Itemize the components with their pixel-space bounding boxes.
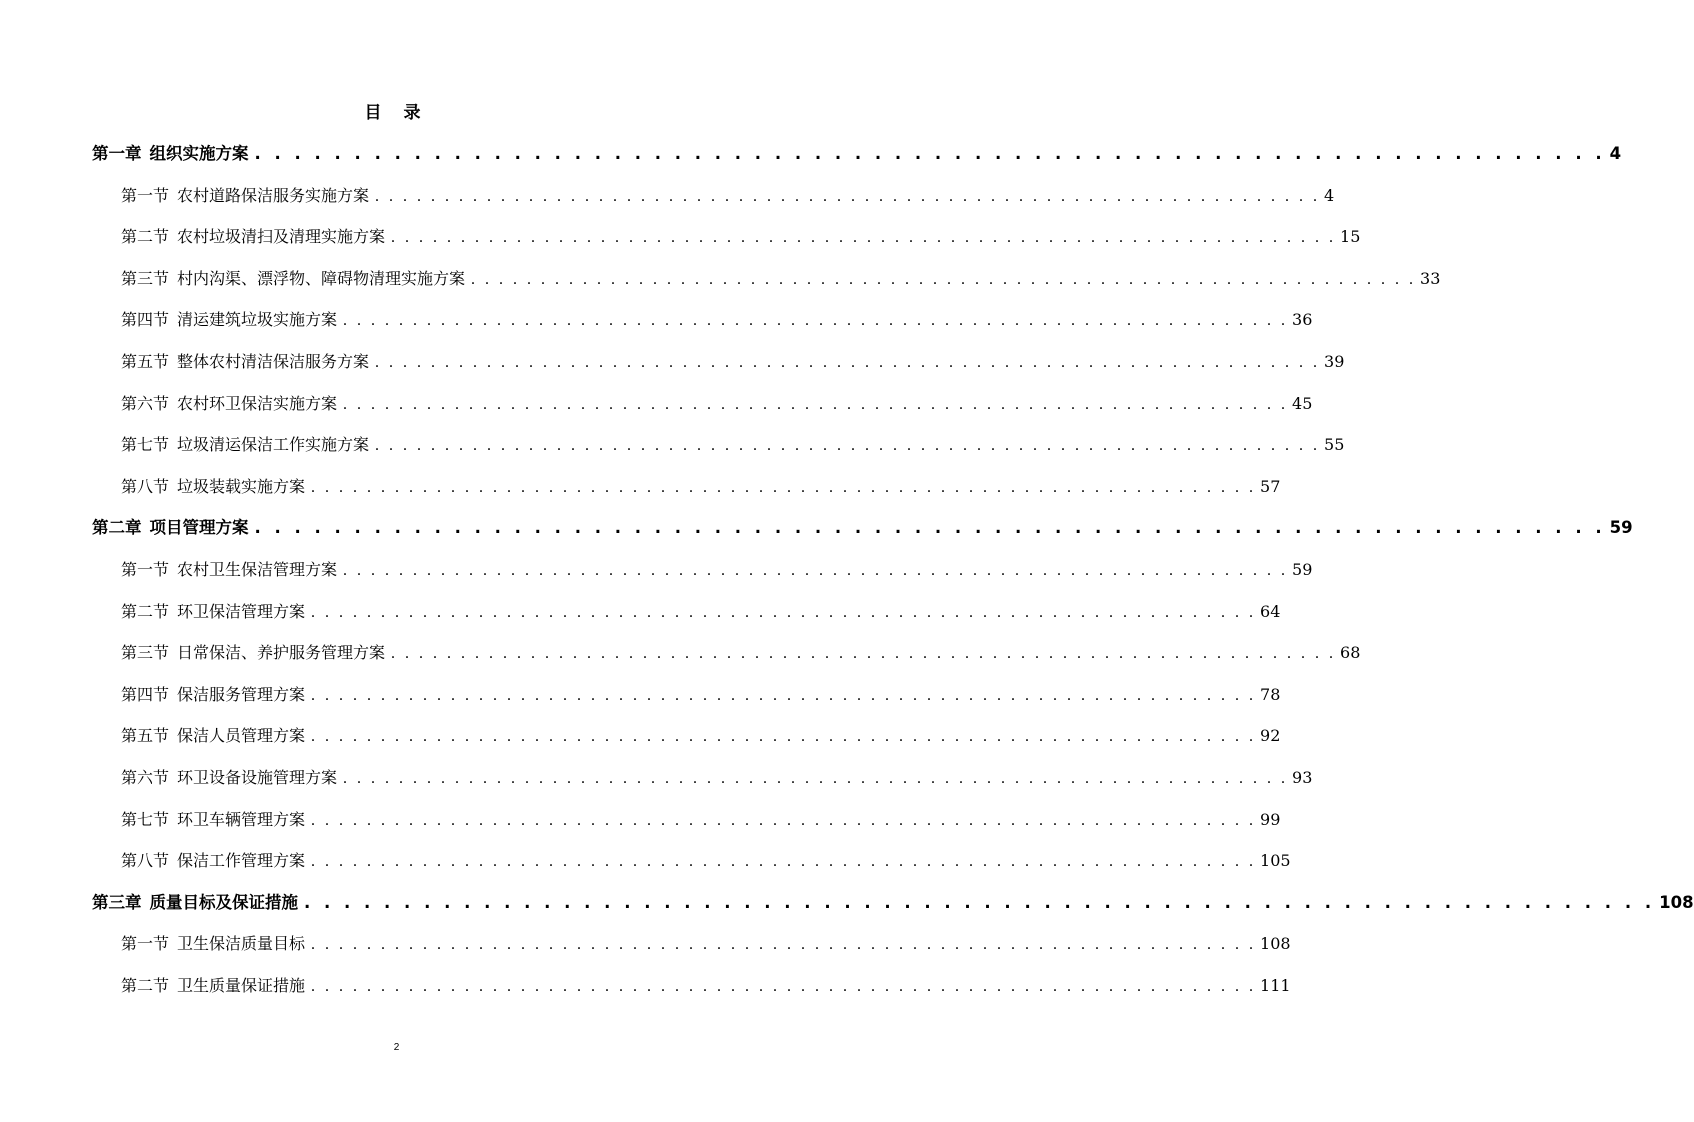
- toc-entry-label: [92, 889, 298, 917]
- toc-entry-page: 78: [1260, 685, 1281, 704]
- dot-leader: . . . . . . . . . . . . . . . . . . . . . . . . . . . . . . . . . . . . . . . . . . . . . . . . . . . . . . . . . . . . . . . . . . . .: [311, 479, 1257, 496]
- toc-entry-label: [121, 639, 385, 667]
- toc-section-entry[interactable]: [121, 473, 1281, 501]
- toc-chapter-entry[interactable]: [92, 140, 1622, 168]
- toc-entry-number: 第二节: [121, 976, 170, 995]
- toc-entry-page: 45: [1292, 394, 1313, 413]
- toc-entry-label: [121, 182, 369, 210]
- toc-section-entry[interactable]: [121, 390, 1313, 418]
- toc-entry-page: 108: [1659, 893, 1694, 912]
- dot-leader: . . . . . . . . . . . . . . . . . . . . . . . . . . . . . . . . . . . . . . . . . . . . . . . . . . . . . . . . . . . . . . . . . . . .: [471, 271, 1417, 288]
- dot-leader: . . . . . . . . . . . . . . . . . . . . . . . . . . . . . . . . . . . . . . . . . . . . . . . . . . . . . . . . . . . . . . . . . . . .: [343, 312, 1289, 329]
- dot-leader: . . . . . . . . . . . . . . . . . . . . . . . . . . . . . . . . . . . . . . . . . . . . . . . . . . . . . . . . . . . . . . . . . . . .: [343, 770, 1289, 787]
- dot-leader: . . . . . . . . . . . . . . . . . . . . . . . . . . . . . . . . . . . . . . . . . . . . . . . . . . . . . . . . . . . . . . . . . . . .: [343, 396, 1289, 413]
- toc-entry-label: [121, 223, 385, 251]
- toc-entry-label: [121, 681, 305, 709]
- toc-entry-number: 第八节: [121, 477, 170, 496]
- toc-section-entry[interactable]: [121, 431, 1345, 459]
- toc-entry-page: 39: [1324, 352, 1345, 371]
- toc-entry-label: [121, 431, 369, 459]
- toc-entry-number: 第三章: [92, 893, 142, 912]
- toc-entry-page: 33: [1420, 269, 1441, 288]
- toc-entry-number: 第六节: [121, 768, 170, 787]
- toc-entry-label: [121, 348, 369, 376]
- toc-section-entry[interactable]: [121, 681, 1281, 709]
- toc-entry-text: 质量目标及保证措施: [149, 893, 298, 912]
- toc-entry-text: 环卫保洁管理方案: [177, 602, 306, 621]
- toc-section-entry[interactable]: [121, 972, 1291, 1000]
- toc-entry-page: 55: [1324, 435, 1345, 454]
- toc-section-entry[interactable]: [121, 306, 1313, 334]
- toc-entry-text: 环卫车辆管理方案: [177, 810, 306, 829]
- toc-section-entry[interactable]: [121, 764, 1313, 792]
- toc-entry-text: 日常保洁、养护服务管理方案: [177, 643, 386, 662]
- toc-entry-page: 93: [1292, 768, 1313, 787]
- toc-section-entry[interactable]: [121, 639, 1361, 667]
- toc-entry-page: 64: [1260, 602, 1281, 621]
- toc-entry-text: 垃圾清运保洁工作实施方案: [177, 435, 370, 454]
- toc-entry-page: 15: [1340, 227, 1361, 246]
- toc-entry-text: 垃圾装载实施方案: [177, 477, 306, 496]
- toc-entry-page: 4: [1609, 144, 1622, 163]
- toc-entry-number: 第一节: [121, 186, 170, 205]
- toc-entry-page: 59: [1292, 560, 1313, 579]
- toc-entry-label: [92, 140, 249, 168]
- toc-entry-label: [121, 556, 337, 584]
- toc-entry-number: 第五节: [121, 726, 170, 745]
- toc-chapter-entry[interactable]: [92, 889, 1694, 917]
- dot-leader: . . . . . . . . . . . . . . . . . . . . . . . . . . . . . . . . . . . . . . . . . . . . . . . . . . . . . . . . . . . . . . . . . . . .: [311, 728, 1257, 745]
- toc-entry-label: [121, 764, 337, 792]
- dot-leader: . . . . . . . . . . . . . . . . . . . . . . . . . . . . . . . . . . . . . . . . . . . . . . . . . . . . . . . . . . . . . . . . . . . .: [311, 936, 1257, 953]
- toc-entry-text: 农村道路保洁服务实施方案: [177, 186, 370, 205]
- dot-leader: . . . . . . . . . . . . . . . . . . . . . . . . . . . . . . . . . . . . . . . . . . . . . . . . . . . . . . . . . . . . . . . . . . . .: [311, 604, 1257, 621]
- toc-entry-text: 卫生质量保证措施: [177, 976, 306, 995]
- page-number: 2: [393, 1042, 400, 1053]
- toc-entry-page: 68: [1340, 643, 1361, 662]
- toc-entry-page: 111: [1260, 976, 1291, 995]
- toc-chapter-entry[interactable]: [92, 514, 1633, 542]
- toc-entry-text: 环卫设备设施管理方案: [177, 768, 338, 787]
- toc-entry-number: 第二节: [121, 602, 170, 621]
- dot-leader: . . . . . . . . . . . . . . . . . . . . . . . . . . . . . . . . . . . . . . . . . . . . . . . . . . . . . . . . . . . . . . . . . . . .: [375, 188, 1321, 205]
- toc-entry-label: [121, 972, 305, 1000]
- toc-section-entry[interactable]: [121, 182, 1335, 210]
- dot-leader: . . . . . . . . . . . . . . . . . . . . . . . . . . . . . . . . . . . . . . . . . . . . . . . . . . . . . . . . . . . . . . . . . . . .: [343, 562, 1289, 579]
- toc-entry-number: 第二章: [92, 518, 142, 537]
- toc-entry-text: 保洁服务管理方案: [177, 685, 306, 704]
- toc-entry-number: 第一节: [121, 934, 170, 953]
- toc-entry-page: 36: [1292, 310, 1313, 329]
- toc-entry-number: 第七节: [121, 810, 170, 829]
- toc-entry-text: 卫生保洁质量目标: [177, 934, 306, 953]
- toc-entry-label: [121, 598, 305, 626]
- dot-leader: . . . . . . . . . . . . . . . . . . . . . . . . . . . . . . . . . . . . . . . . . . . . . . . . . . . . . . . . . . . . . . . . . . . .: [375, 437, 1321, 454]
- toc-entry-number: 第二节: [121, 227, 170, 246]
- toc-entry-page: 59: [1609, 518, 1633, 537]
- toc-section-entry[interactable]: [121, 348, 1345, 376]
- toc-entry-text: 农村环卫保洁实施方案: [177, 394, 338, 413]
- toc-entry-label: [121, 265, 465, 293]
- toc-entry-page: 4: [1324, 186, 1335, 205]
- toc-section-entry[interactable]: [121, 598, 1281, 626]
- toc-entry-page: 108: [1260, 934, 1291, 953]
- toc-entry-number: 第一节: [121, 560, 170, 579]
- dot-leader: . . . . . . . . . . . . . . . . . . . . . . . . . . . . . . . . . . . . . . . . . . . . . . . . . . . . . . . . . . . . . . . . . . . .: [391, 645, 1337, 662]
- toc-entry-number: 第三节: [121, 269, 170, 288]
- dot-leader: . . . . . . . . . . . . . . . . . . . . . . . . . . . . . . . . . . . . . . . . . . . . . . . . . . . . . . . . . . . . . . . . . . . .: [311, 978, 1257, 995]
- toc-section-entry[interactable]: [121, 722, 1281, 750]
- toc-entry-label: [121, 473, 305, 501]
- toc-section-entry[interactable]: [121, 930, 1291, 958]
- toc-section-entry[interactable]: [121, 806, 1281, 834]
- toc-entry-label: [92, 514, 249, 542]
- toc-entry-text: 清运建筑垃圾实施方案: [177, 310, 338, 329]
- dot-leader: . . . . . . . . . . . . . . . . . . . . . . . . . . . . . . . . . . . . . . . . . . . . . . . . . . . . . . . . . . . . . . . . . . . .: [254, 144, 1606, 163]
- toc-entry-text: 保洁工作管理方案: [177, 851, 306, 870]
- dot-leader: . . . . . . . . . . . . . . . . . . . . . . . . . . . . . . . . . . . . . . . . . . . . . . . . . . . . . . . . . . . . . . . . . . . .: [311, 853, 1257, 870]
- toc-section-entry[interactable]: [121, 556, 1313, 584]
- toc-entry-number: 第三节: [121, 643, 170, 662]
- toc-entry-text: 组织实施方案: [149, 144, 249, 163]
- toc-entry-page: 105: [1260, 851, 1291, 870]
- toc-entry-number: 第四节: [121, 685, 170, 704]
- toc-entry-label: [121, 806, 305, 834]
- toc-entry-text: 保洁人员管理方案: [177, 726, 306, 745]
- toc-entry-label: [121, 722, 305, 750]
- dot-leader: . . . . . . . . . . . . . . . . . . . . . . . . . . . . . . . . . . . . . . . . . . . . . . . . . . . . . . . . . . . . . . . . . . . .: [391, 229, 1337, 246]
- dot-leader: . . . . . . . . . . . . . . . . . . . . . . . . . . . . . . . . . . . . . . . . . . . . . . . . . . . . . . . . . . . . . . . . . . . .: [311, 812, 1257, 829]
- toc-entry-number: 第八节: [121, 851, 170, 870]
- toc-entry-label: [121, 390, 337, 418]
- toc-entry-number: 第七节: [121, 435, 170, 454]
- dot-leader: . . . . . . . . . . . . . . . . . . . . . . . . . . . . . . . . . . . . . . . . . . . . . . . . . . . . . . . . . . . . . . . . . . . .: [254, 518, 1606, 537]
- toc-entry-page: 99: [1260, 810, 1281, 829]
- toc-entry-label: [121, 930, 305, 958]
- toc-entry-text: 项目管理方案: [149, 518, 249, 537]
- dot-leader: . . . . . . . . . . . . . . . . . . . . . . . . . . . . . . . . . . . . . . . . . . . . . . . . . . . . . . . . . . . . . . . . . . . .: [304, 893, 1656, 912]
- toc-entry-page: 92: [1260, 726, 1281, 745]
- toc-entry-label: [121, 847, 305, 875]
- toc-entry-text: 整体农村清洁保洁服务方案: [177, 352, 370, 371]
- toc-section-entry[interactable]: [121, 265, 1441, 293]
- toc-entry-label: [121, 306, 337, 334]
- toc-section-entry[interactable]: [121, 847, 1291, 875]
- dot-leader: . . . . . . . . . . . . . . . . . . . . . . . . . . . . . . . . . . . . . . . . . . . . . . . . . . . . . . . . . . . . . . . . . . . .: [311, 687, 1257, 704]
- toc-entry-text: 村内沟渠、漂浮物、障碍物清理实施方案: [177, 269, 466, 288]
- toc-entry-number: 第一章: [92, 144, 142, 163]
- toc-entry-text: 农村卫生保洁管理方案: [177, 560, 338, 579]
- toc-entry-page: 57: [1260, 477, 1281, 496]
- toc-title: 目 录: [364, 103, 429, 123]
- toc-entry-number: 第六节: [121, 394, 170, 413]
- toc-entry-number: 第四节: [121, 310, 170, 329]
- toc-entry-number: 第五节: [121, 352, 170, 371]
- toc-section-entry[interactable]: [121, 223, 1361, 251]
- toc-entry-text: 农村垃圾清扫及清理实施方案: [177, 227, 386, 246]
- dot-leader: . . . . . . . . . . . . . . . . . . . . . . . . . . . . . . . . . . . . . . . . . . . . . . . . . . . . . . . . . . . . . . . . . . . .: [375, 354, 1321, 371]
